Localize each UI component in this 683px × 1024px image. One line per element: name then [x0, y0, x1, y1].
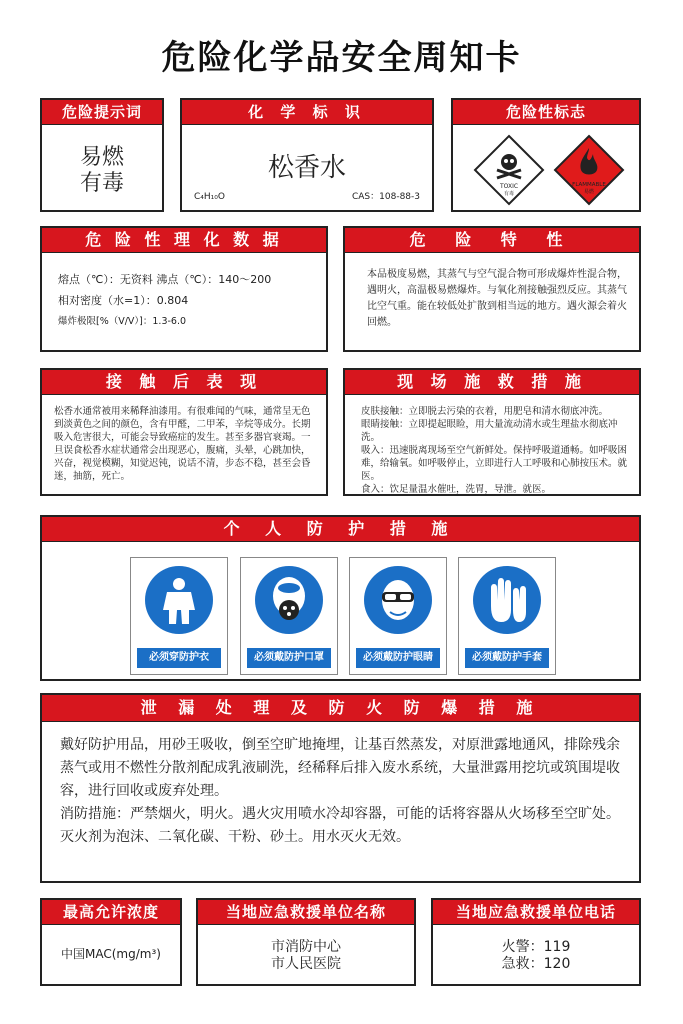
ppe-item [130, 557, 228, 675]
hazard-word-line-1: 易燃 [79, 145, 124, 170]
mac-value: 中国MAC(mg/m³) [61, 947, 161, 961]
first-aid-eye: 眼睛接触：立即提起眼睑，用大量流动清水或生理盐水彻底冲洗。 [361, 419, 618, 443]
leak-box [40, 693, 641, 883]
ppe-label: 必须戴防护眼睛 [356, 648, 440, 668]
contact-text: 松香水通常被用来稀释油漆用。有很难闻的气味，通常呈无色到淡黄色之间的颜色，含有甲醛，二甲苯，辛烷等成分。长期吸入危害很大，可能会导致癌症的发生。甚至多器官衰竭。一旦误食松香水症状通常会出现恶心，腹痛，头晕，心跳加快，兴奋，视觉模糊，知觉迟钝，说话不清，步态不稳，甚至会昏迷，抽筋，死亡。 [54, 406, 311, 482]
physchem-box [40, 226, 328, 352]
first-aid-header: 现 场 施 救 措 施 [345, 370, 639, 395]
rescue-phone-box [431, 898, 641, 986]
toxic-en-label: TOXIC [499, 183, 519, 190]
flammable-cn-label: 易燃 [583, 189, 595, 195]
page-title: 危险化学品安全周知卡 [161, 38, 522, 78]
physchem-explosion: 爆炸极限[%（V/V）]：1.3-6.0 [58, 316, 187, 327]
rescue-unit-header: 当地应急救援单位名称 [198, 900, 414, 925]
ppe-label: 必须戴防护口罩 [247, 648, 331, 668]
goggles-icon [364, 566, 432, 634]
fire-measures: 消防措施：严禁烟火，明火。遇火灾用喷水冷却容器，可能的话将容器从火场移至空旷处。灭火剂为泡沫、二氧化碳、干粉、砂土。用水灭火无效。 [60, 806, 620, 845]
first-aid-inhale: 吸入：迅速脱离现场至空气新鲜处。保持呼吸道通畅。如呼吸困难，给输氧。如呼吸停止，立即进行人工呼吸和心肺按压术。就医。 [361, 445, 628, 482]
chemical-cas: CAS：108-88-3 [351, 192, 420, 202]
rescue-unit-2: 市人民医院 [271, 956, 341, 972]
rescue-phone-fire: 火警：119 [501, 939, 571, 955]
flammable-en-label: FLAMMABLE [572, 182, 606, 188]
physchem-line-1: 熔点（℃）：无资料 沸点（℃）：140～200 [58, 273, 272, 286]
characteristics-header: 危 险 特 性 [345, 228, 639, 253]
hazard-word-header: 危险提示词 [42, 100, 162, 125]
toxic-sign [473, 134, 545, 206]
characteristics-box [343, 226, 641, 352]
ppe-item [458, 557, 556, 675]
hazard-sign-header: 危险性标志 [453, 100, 639, 125]
hazard-word-line-2: 有毒 [79, 171, 124, 196]
hazard-word-box [40, 98, 164, 212]
leak-text: 戴好防护用品，用砂王吸收，倒至空旷地掩埋，让基百然蒸发，对原泄露地通风，排除残余蒸气或用不燃性分散剂配成乳液刷洗，经稀释后排入废水系统，大量泄露用挖坑或筑围堤收容，进行回收或废弃处理。 [60, 737, 620, 799]
toxic-cn-label: 有毒 [503, 191, 515, 197]
first-aid-ingest: 食入：饮足量温水催吐，洗胃，导泄。就医。 [361, 484, 552, 495]
chemical-id-box [180, 98, 434, 212]
hazard-sign-box [451, 98, 641, 212]
mac-header: 最高允许浓度 [42, 900, 180, 925]
respirator-mask-icon [255, 566, 323, 634]
rescue-phone-ambulance: 急救：120 [501, 956, 571, 972]
rescue-phone-header: 当地应急救援单位电话 [433, 900, 639, 925]
contact-header: 接 触 后 表 现 [42, 370, 326, 395]
ppe-item [240, 557, 338, 675]
ppe-header: 个 人 防 护 措 施 [42, 517, 639, 542]
rescue-unit-box [196, 898, 416, 986]
gloves-icon [473, 566, 541, 634]
rescue-unit-1: 市消防中心 [271, 939, 341, 955]
physchem-header: 危 险 性 理 化 数 据 [42, 228, 326, 253]
physchem-line-2: 相对密度（水=1）：0.804 [58, 294, 189, 307]
chemical-formula: C₄H₁₀O [194, 192, 225, 202]
leak-header: 泄 漏 处 理 及 防 火 防 爆 措 施 [42, 695, 639, 722]
ppe-label: 必须穿防护衣 [137, 648, 221, 668]
chemical-name: 松香水 [267, 153, 346, 183]
mac-box [40, 898, 182, 986]
ppe-label: 必须戴防护手套 [465, 648, 549, 668]
ppe-box [40, 515, 641, 681]
flammable-sign [553, 134, 625, 206]
chemical-id-header: 化 学 标 识 [182, 100, 432, 125]
contact-box [40, 368, 328, 496]
characteristics-text: 本品极度易燃，其蒸气与空气混合物可形成爆炸性混合物，遇明火，高温极易燃爆炸。与氧化剂接触强烈反应。其蒸气比空气重。能在较低处扩散到相当远的地方。遇火源会着火回燃。 [367, 269, 627, 328]
first-aid-box [343, 368, 641, 496]
protective-suit-icon [145, 566, 213, 634]
ppe-item [349, 557, 447, 675]
first-aid-skin: 皮肤接触：立即脱去污染的衣着，用肥皂和清水彻底冲洗。 [361, 406, 609, 417]
